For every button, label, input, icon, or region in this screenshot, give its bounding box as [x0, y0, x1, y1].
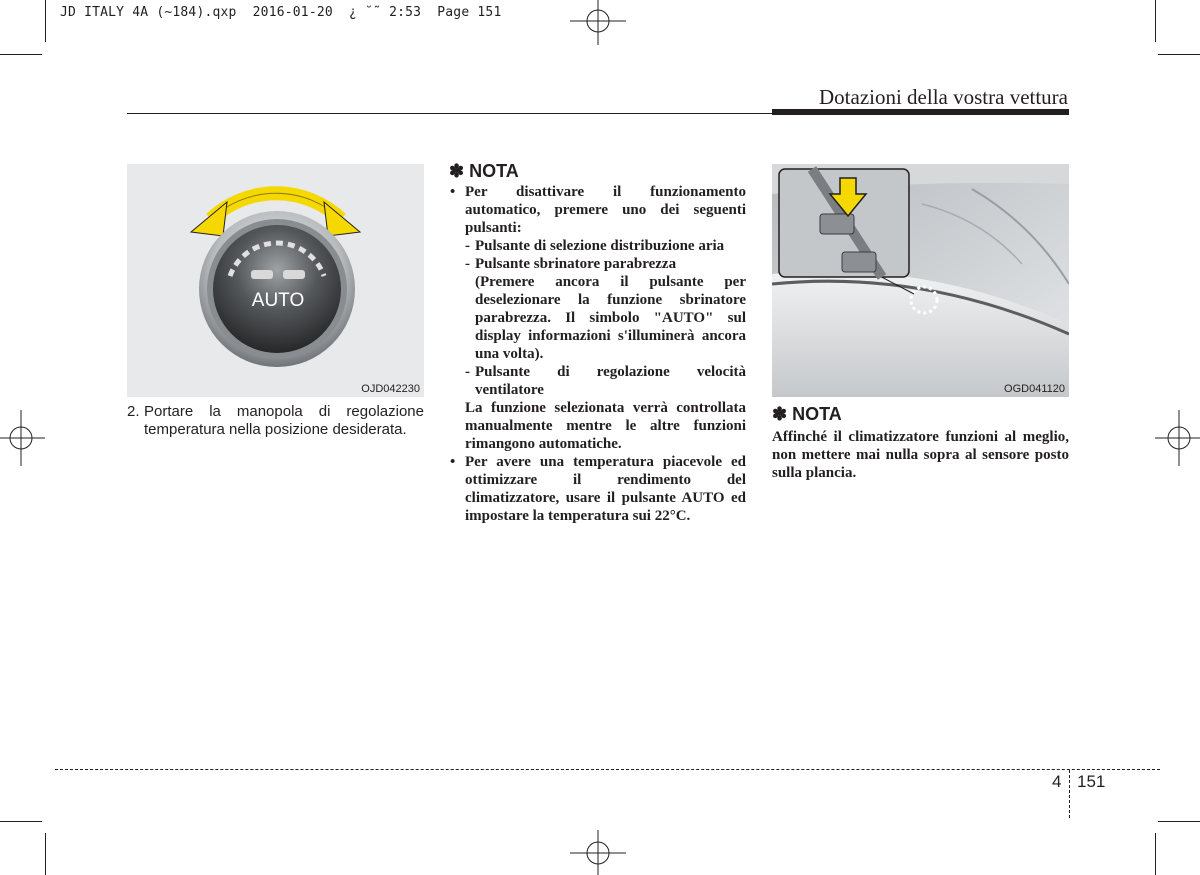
footer-divider	[55, 769, 1160, 770]
print-slug: JD ITALY 4A (~184).qxp 2016-01-20 ¿ ˘˜ 2:53 Page 151	[60, 5, 502, 20]
nota-symbol-icon: ✽	[772, 404, 788, 424]
instruction-step	[127, 403, 424, 439]
nota-symbol-icon: ✽	[449, 161, 465, 181]
nota-bullet: • Per disattivare il funzionamento automatico, premere uno dei seguenti pulsanti:	[450, 184, 746, 236]
nota-sub-item: - Pulsante di regolazione velocità ventilatore	[465, 364, 746, 398]
nota-text: Affinché il climatizzatore funzioni al meglio, non mettere mai nulla sopra al sensore posto sulla plancia.	[772, 429, 1069, 481]
figure-caption: OGD041120	[1004, 383, 1065, 395]
section-number: 4	[1052, 772, 1062, 791]
step-number: 2.	[127, 403, 140, 420]
header-rule-thick	[772, 109, 1069, 115]
knob-auto-label: AUTO	[251, 290, 305, 311]
nota-sub-item: - Pulsante di selezione distribuzione aria	[465, 238, 725, 254]
nota-paragraph: La funzione selezionata verrà controllata manualmente mentre le altre funzioni rimangono automatiche.	[465, 400, 746, 452]
figure-dashboard-sensor	[772, 164, 1069, 397]
dashboard-sensor-illustration	[772, 164, 1069, 397]
auto-knob-illustration	[127, 164, 424, 397]
nota-title: NOTA	[469, 161, 519, 181]
footer-vertical-divider	[1069, 770, 1070, 818]
nota-title: NOTA	[792, 404, 842, 424]
nota-sub-note: (Premere ancora il pulsante per deselezionare la funzione sbrinatore parabrezza. Il simbolo "AUTO" sul display informazioni s'illuminerà ancora una volta).	[475, 274, 746, 362]
step-text: Portare la manopola di regolazione temperatura nella posizione desiderata.	[144, 403, 424, 438]
figure-auto-knob	[127, 164, 424, 397]
page-number: 151	[1077, 772, 1106, 791]
nota-heading	[449, 161, 519, 182]
nota-bullet: • Per avere una temperatura piacevole ed ottimizzare il rendimento del climatizzatore, usare il pulsante AUTO ed impostare la temperatura sui 22°C.	[450, 454, 746, 524]
figure-caption: OJD042230	[361, 383, 420, 395]
nota-body	[449, 183, 746, 525]
nota-sub-item: - Pulsante sbrinatore parabrezza	[465, 256, 677, 272]
nota-heading	[772, 404, 842, 425]
section-header-title: Dotazioni della vostra vettura	[819, 85, 1068, 109]
header-rule	[127, 113, 772, 114]
